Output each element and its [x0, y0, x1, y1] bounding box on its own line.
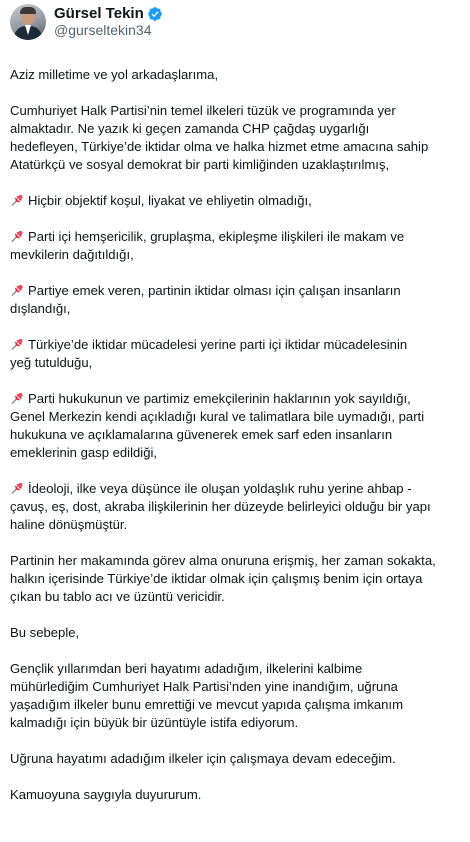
paragraph-gap	[10, 462, 460, 480]
pushpin-icon	[10, 229, 25, 243]
text-line: haline dönüşmüştür.	[10, 517, 128, 532]
text-line: Bu sebeple,	[10, 625, 80, 640]
bullet-paragraph	[10, 282, 460, 318]
bullet-paragraph	[10, 336, 460, 372]
paragraph	[10, 66, 460, 84]
paragraph-gap	[10, 606, 460, 624]
paragraph-gap	[10, 768, 460, 786]
bullet-paragraph	[10, 192, 460, 210]
paragraph	[10, 660, 460, 732]
text-line: dışlandığı,	[10, 301, 71, 316]
text-line: Partinin her makamında görev alma onuruna erişmiş, her zaman sokakta,	[10, 553, 436, 568]
bullet-paragraph	[10, 228, 460, 264]
text-line: Partiye emek veren, partinin iktidar olması için çalışan insanların	[10, 282, 460, 300]
text-line: Genel Merkezin kendi açıkladığı kural ve talimatlara bile uymadığı, parti	[10, 409, 425, 424]
author-block	[54, 4, 163, 39]
paragraph	[10, 624, 460, 642]
text-line: çavuş, eş, dost, akraba ilişkilerinin her düzeyde belirleyici olduğu bir yapı	[10, 499, 431, 514]
display-name[interactable]: Gürsel Tekin	[54, 5, 144, 22]
avatar[interactable]	[10, 4, 46, 40]
pushpin-icon	[10, 481, 25, 495]
text-line: çıkan bu tablo acı ve üzüntü vericidir.	[10, 589, 225, 604]
pushpin-icon	[10, 337, 25, 351]
text-line: Hiçbir objektif koşul, liyakat ve ehliyetin olmadığı,	[10, 192, 460, 210]
paragraph	[10, 750, 460, 768]
tweet-body	[10, 48, 460, 804]
text-line: Parti hukukunun ve partimiz emekçilerinin haklarının yok sayıldığı,	[10, 390, 460, 408]
paragraph-gap	[10, 84, 460, 102]
text-line: hukukuna ve açıklamalarına güvenerek emek sarf eden insanların	[10, 427, 393, 442]
paragraph	[10, 786, 460, 804]
text-line: emeklerinin gasp edildiği,	[10, 445, 158, 460]
pushpin-icon	[10, 391, 25, 405]
paragraph-gap	[10, 264, 460, 282]
text-line: mevkilerin dağıtıldığı,	[10, 247, 134, 262]
text-line: Uğruna hayatımı adadığım ilkeler için çalışmaya devam edeceğim.	[10, 751, 396, 766]
paragraph	[10, 552, 460, 606]
tweet-header	[10, 0, 460, 48]
bullet-paragraph	[10, 480, 460, 534]
paragraph-gap	[10, 372, 460, 390]
text-line: Aziz milletime ve yol arkadaşlarıma,	[10, 67, 219, 82]
text-line: İdeoloji, ilke veya düşünce ile oluşan yoldaşlık ruhu yerine ahbap -	[10, 480, 460, 498]
text-line: Kamuoyuna saygıyla duyururum.	[10, 787, 202, 802]
text-line: Türkiye’de iktidar mücadelesi yerine parti içi iktidar mücadelesinin	[10, 336, 460, 354]
paragraph-gap	[10, 318, 460, 336]
pushpin-icon	[10, 193, 25, 207]
text-line: yeğ tutulduğu,	[10, 355, 93, 370]
text-line: Atatürkçü ve sosyal demokrat bir parti kimliğinden uzaklaştırılmış,	[10, 157, 390, 172]
text-line: halkın içerisinde Türkiye’de iktidar olmak için çalışmış benim için ortaya	[10, 571, 423, 586]
display-name-row	[54, 5, 163, 22]
paragraph	[10, 102, 460, 174]
paragraph-gap	[10, 732, 460, 750]
text-line: almaktadır. Ne yazık ki geçen zamanda CHP çağdaş uygarlığı	[10, 121, 370, 136]
paragraph-gap	[10, 210, 460, 228]
paragraph-gap	[10, 48, 460, 66]
text-line: Cumhuriyet Halk Partisi’nin temel ilkeleri tüzük ve programında yer	[10, 103, 396, 118]
text-line: Gençlik yıllarımdan beri hayatımı adadığım, ilkelerini kalbime	[10, 661, 363, 676]
paragraph-gap	[10, 174, 460, 192]
text-line: mühürlediğim Cumhuriyet Halk Partisi’nden yine inandığım, uğruna	[10, 679, 398, 694]
text-line: yaşadığım ilkeler bunu emrettiği ve mevcut yapıda çalışma imkanım	[10, 697, 403, 712]
bullet-paragraph	[10, 390, 460, 462]
text-line: kalmadığı için büyük bir üzüntüyle istifa ediyorum.	[10, 715, 299, 730]
text-line: Parti içi hemşericilik, gruplaşma, ekipleşme ilişkileri ile makam ve	[10, 228, 460, 246]
handle[interactable]: @gurseltekin34	[54, 22, 152, 38]
paragraph-gap	[10, 534, 460, 552]
pushpin-icon	[10, 283, 25, 297]
verified-badge-icon	[147, 6, 163, 22]
paragraph-gap	[10, 642, 460, 660]
text-line: hedefleyen, Türkiye’de iktidar olma ve halka hizmet etme amacına sahip	[10, 139, 429, 154]
